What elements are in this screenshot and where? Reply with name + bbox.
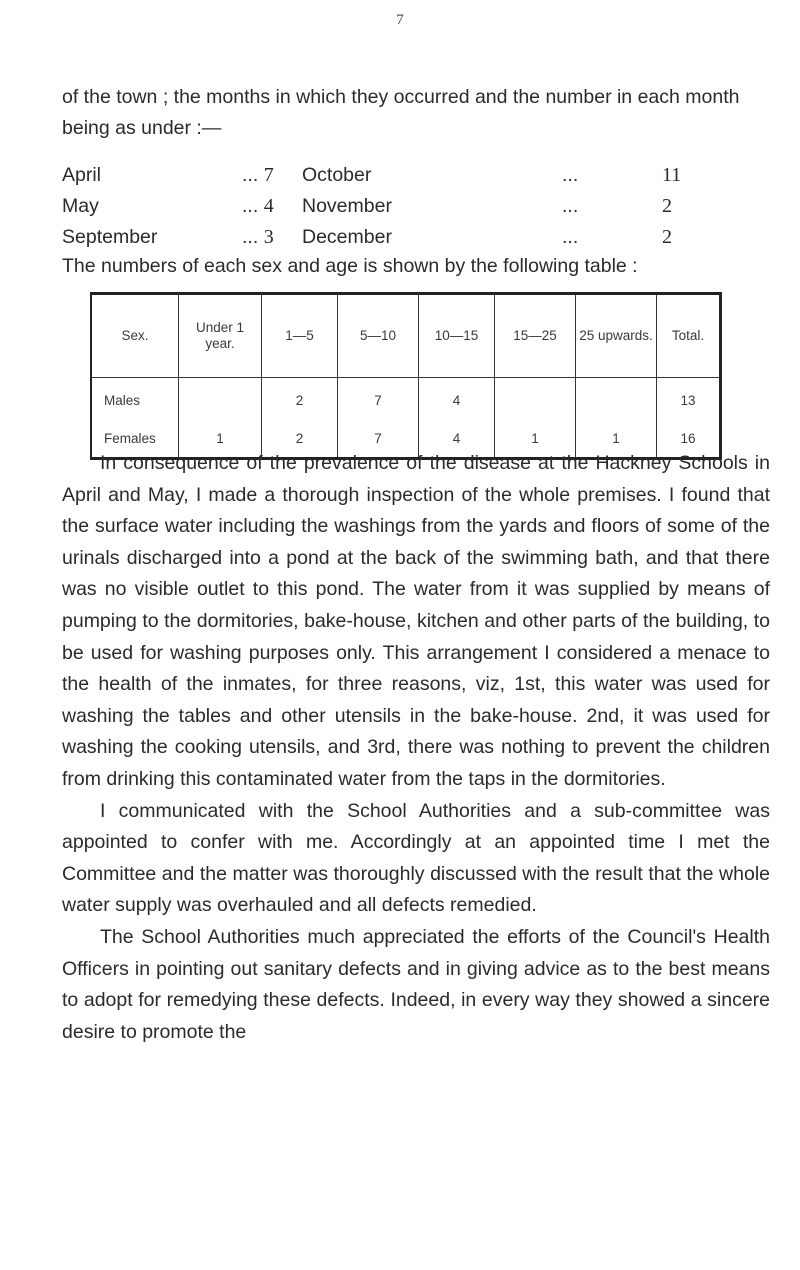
month-name: October: [302, 164, 372, 186]
month-dots: ...: [562, 195, 579, 217]
col-header-1-5: 1—5: [262, 294, 338, 378]
month-count: 3: [263, 226, 274, 248]
sex-age-table: [90, 292, 722, 460]
cell: 2: [262, 419, 338, 459]
cell-total: 13: [657, 378, 721, 420]
intro-text: of the town ; the months in which they occurred and the number in each month being as under :—: [62, 86, 740, 139]
col-header-10-15: 10—15: [419, 294, 495, 378]
col-header-sex: Sex.: [91, 294, 179, 378]
col-header-15-25: 15—25: [495, 294, 576, 378]
month-count: 2: [662, 195, 672, 217]
month-dots: ...: [242, 195, 259, 217]
col-header-25-upwards: 25 upwards.: [576, 294, 657, 378]
month-name: December: [302, 226, 392, 248]
page-number: 7: [396, 12, 404, 28]
cell-sex: Males: [91, 378, 179, 420]
cell-total: 16: [657, 419, 721, 459]
paragraph: The School Authorities much appreciated the efforts of the Council's Health Officers in pointing out sanitary defects and in giving advice as to the best means to adopt for remedying these defects. Indeed, in every way they showed a sincere desire to promote the: [62, 925, 770, 1043]
month-count: 2: [662, 226, 672, 248]
cell: 1: [495, 419, 576, 459]
body-text: [62, 448, 770, 1048]
month-name: September: [62, 226, 158, 248]
cell: 4: [419, 419, 495, 459]
cell: [179, 378, 262, 420]
col-header-under-1: Under 1 year.: [179, 294, 262, 378]
paragraph: In consequence of the prevalence of the disease at the Hackney Schools in April and May, I made a thorough inspection of the whole premises. I found that the surface water including the washings from the yards and floors of some of the urinals discharged into a pond at the back of the swimming bath, and that there was no visible outlet to this pond. The water from it was supplied by means of pumping to the dormitories, bake-house, kitchen and other parts of the building, to be used for washing purposes only. This arrangement I considered a menace to the health of the inmates, for three reasons, viz, 1st, this water was used for washing the tables and other utensils in the bake-house. 2nd, it was used for washing the cooking utensils, and 3rd, there was nothing to prevent the children from drinking this contaminated water from the taps in the dormitories.: [62, 452, 770, 790]
cell: 4: [419, 378, 495, 420]
cell: 1: [179, 419, 262, 459]
cell: 2: [262, 378, 338, 420]
month-count: 11: [662, 164, 682, 186]
month-count: 7: [263, 164, 274, 186]
months-list: [62, 160, 782, 253]
table-intro: The numbers of each sex and age is shown by the following table :: [62, 255, 638, 277]
month-dots: ...: [562, 164, 579, 186]
cell: 7: [338, 378, 419, 420]
month-count: 4: [263, 195, 274, 217]
month-name: November: [302, 195, 392, 217]
col-header-5-10: 5—10: [338, 294, 419, 378]
month-dots: ...: [242, 226, 259, 248]
paragraph: I communicated with the School Authorities and a sub-committee was appointed to confer with me. Accordingly at an appointed time I met the Committee and the matter was thoroughly discussed with the result that the whole water supply was overhauled and all defects remedied.: [62, 799, 770, 917]
months-row: [62, 191, 782, 222]
cell: [576, 378, 657, 420]
month-name: May: [62, 195, 99, 217]
col-header-total: Total.: [657, 294, 721, 378]
cell-sex: Females: [91, 419, 179, 459]
table-row: [91, 378, 721, 420]
month-name: April: [62, 164, 102, 186]
month-dots: ...: [242, 164, 259, 186]
months-row: [62, 160, 782, 191]
months-row: [62, 222, 782, 253]
cell: [495, 378, 576, 420]
table-header-row: [91, 294, 721, 378]
month-dots: ...: [562, 226, 579, 248]
cell: 1: [576, 419, 657, 459]
cell: 7: [338, 419, 419, 459]
